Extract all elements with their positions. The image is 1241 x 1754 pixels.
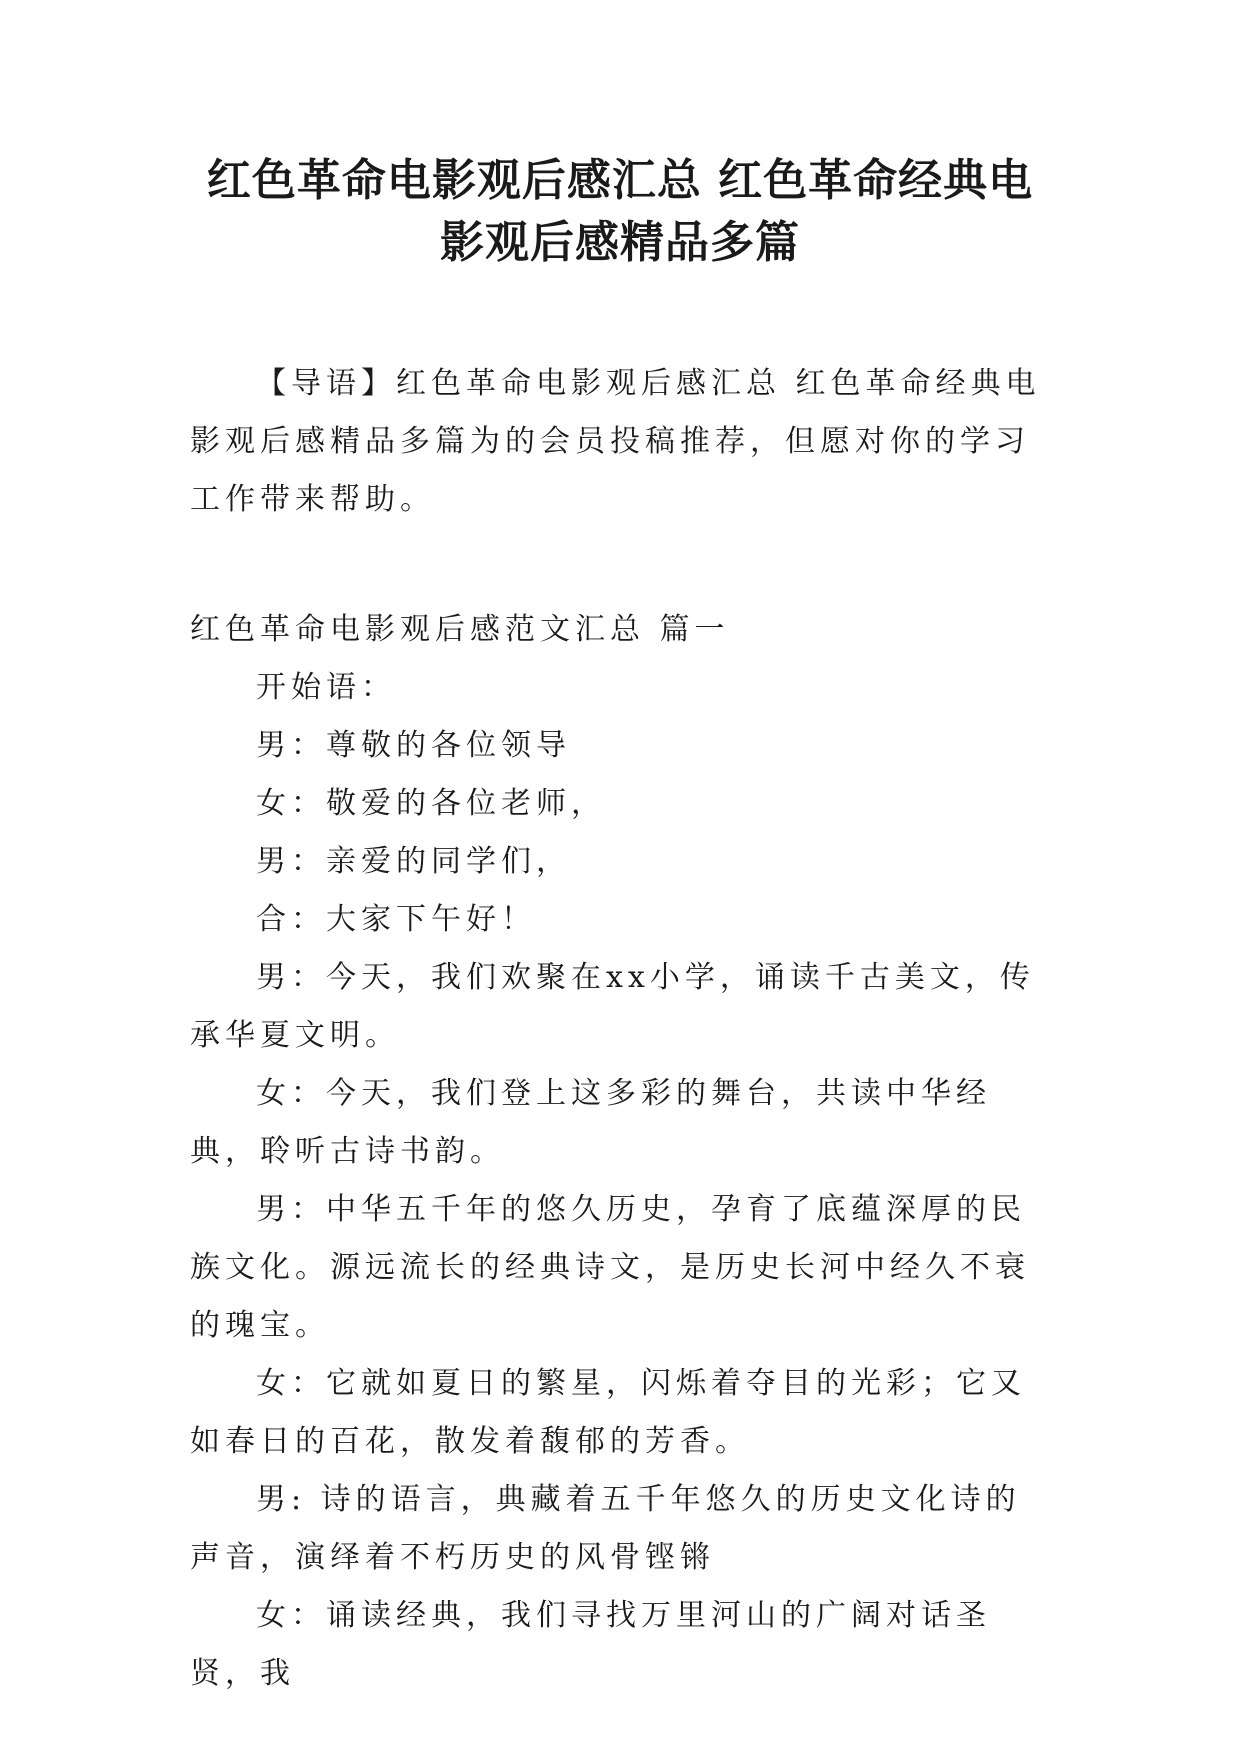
paragraph-line: 男：亲爱的同学们， [256,844,571,879]
paragraph-opening: 开始语： [256,670,396,705]
paragraph-line: 女：它就如夏日的繁星，闪烁着夺目的光彩；它又如春日的百花，散发着馥郁的芳香。 [190,1366,1026,1459]
section-heading: 红色革命电影观后感范文汇总 篇一 [190,612,730,647]
paragraph-line: 女：诵读经典，我们寻找万里河山的广阔对话圣贤，我 [190,1598,991,1691]
paragraph-line: 男: 诗的语言，典藏着五千年悠久的历史文化诗的声音，演绎着不朽历史的风骨铿锵 [190,1482,1021,1575]
title-line-2: 影观后感精品多篇 [440,217,800,268]
title-line-1: 红色革命电影观后感汇总 红色革命经典电 [206,155,1034,206]
document-body [190,355,1050,1703]
paragraph-line: 男：今天，我们欢聚在xx小学，诵读千古美文，传承华夏文明。 [190,960,1035,1053]
intro-paragraph: 【导语】红色革命电影观后感汇总 红色革命经典电影观后感精品多篇为的会员投稿推荐，但愿对你的学习工作带来帮助。 [190,366,1041,517]
paragraph-line: 女：敬爱的各位老师， [256,786,606,821]
section-gap [190,529,1050,601]
paragraph-line: 合：大家下午好！ [256,902,536,937]
document-title [150,150,1090,274]
paragraph-line: 男：尊敬的各位领导 [256,728,571,763]
paragraph-line: 男：中华五千年的悠久历史，孕育了底蕴深厚的民族文化。源远流长的经典诗文，是历史长河中经久不衰的瑰宝。 [190,1192,1030,1343]
paragraph-line: 女：今天，我们登上这多彩的舞台，共读中华经典，聆听古诗书韵。 [190,1076,991,1169]
